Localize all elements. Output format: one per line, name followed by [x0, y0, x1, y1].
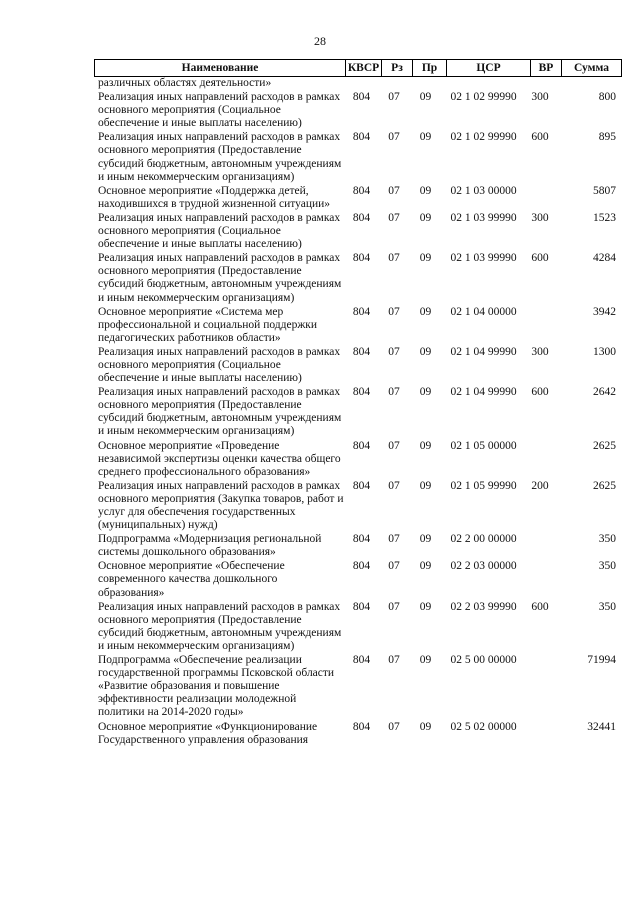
cell-name: Основное мероприятие «Обеспечение современного качества дошкольного образования»	[98, 560, 285, 599]
cell-sum: 1300	[593, 345, 616, 358]
cell-csr: 02 1 04 99990	[450, 345, 517, 358]
cell-rz: 07	[388, 131, 400, 144]
cell-kvsr: 804	[352, 560, 371, 573]
header-name: Наименование	[181, 62, 259, 74]
cell-sum: 350	[598, 560, 616, 573]
header-csr: ЦСР	[446, 60, 530, 76]
cell-rz: 07	[388, 211, 400, 224]
cell-pr: 09	[419, 439, 432, 452]
cell-name: Реализация иных направлений расходов в рамках основного мероприятия (Предоставление субсидий бюджетным, автономным учреждениям и иным некоммерческим организациям)	[98, 386, 342, 438]
cell-kvsr: 804	[352, 211, 371, 224]
table-row	[94, 386, 622, 438]
cell-name: Реализация иных направлений расходов в рамках основного мероприятия (Закупка товаров, работ и услуг для обеспечения государственных (муниципальных) нужд)	[98, 479, 344, 532]
cell-pr: 09	[419, 720, 432, 733]
cell-vr	[525, 654, 555, 719]
table-row	[94, 252, 622, 304]
header-kvsr: КВСР	[345, 60, 381, 76]
table-row	[94, 533, 622, 559]
cell-vr: 600	[531, 252, 549, 265]
cell-csr: 02 2 00 00000	[450, 533, 517, 546]
cell-pr: 09	[419, 252, 432, 265]
cell-sum: 4284	[593, 252, 616, 265]
cell-csr: 02 1 04 99990	[450, 386, 517, 399]
table-body	[94, 77, 622, 747]
cell-name: Реализация иных направлений расходов в рамках основного мероприятия (Социальное обеспечение и иные выплаты населению)	[98, 91, 341, 130]
table-row	[94, 346, 622, 385]
cell-name: Подпрограмма «Модернизация региональной системы дошкольного образования»	[98, 533, 322, 559]
cell-vr: 200	[531, 479, 549, 492]
cell-rz: 07	[388, 184, 400, 197]
cell-name: Реализация иных направлений расходов в рамках основного мероприятия (Социальное обеспечение и иные выплаты населению)	[98, 211, 341, 251]
cell-kvsr: 804	[352, 439, 371, 452]
cell-kvsr: 804	[352, 654, 371, 667]
cell-kvsr: 804	[352, 184, 371, 197]
cell-rz: 07	[388, 386, 400, 399]
cell-vr	[525, 77, 555, 90]
cell-vr: 600	[531, 600, 549, 613]
cell-csr: 02 5 00 00000	[450, 654, 517, 667]
cell-rz: 07	[388, 600, 400, 613]
table-row	[94, 185, 622, 211]
cell-sum: 2642	[593, 386, 616, 399]
cell-vr: 600	[531, 386, 549, 399]
cell-name: Реализация иных направлений расходов в рамках основного мероприятия (Предоставление субсидий бюджетным, автономным учреждениям и иным некоммерческим организациям)	[98, 252, 342, 304]
header-vr: ВР	[530, 60, 561, 76]
cell-kvsr	[344, 77, 379, 90]
table-row	[94, 91, 622, 130]
cell-vr	[525, 306, 555, 345]
cell-rz: 07	[388, 654, 400, 667]
table-row	[94, 560, 622, 599]
cell-csr: 02 2 03 00000	[450, 560, 517, 573]
table-row	[94, 721, 622, 747]
cell-pr: 09	[419, 533, 432, 546]
cell-vr: 600	[531, 131, 549, 144]
cell-pr: 09	[419, 131, 432, 144]
header-pr: Пр	[412, 60, 446, 76]
cell-rz: 07	[388, 252, 400, 265]
header-rz: Рз	[381, 60, 412, 76]
cell-kvsr: 804	[352, 600, 371, 613]
cell-name: Основное мероприятие «Поддержка детей, находившихся в трудной жизненной ситуации»	[98, 184, 331, 210]
cell-kvsr: 804	[352, 533, 371, 546]
cell-pr: 09	[419, 91, 432, 104]
cell-csr: 02 1 03 99990	[450, 211, 517, 224]
cell-pr: 09	[419, 654, 432, 667]
table-row	[94, 601, 622, 653]
cell-sum: 1523	[593, 211, 616, 224]
cell-sum	[555, 77, 622, 90]
table-row	[94, 654, 622, 719]
cell-rz: 07	[388, 305, 400, 318]
cell-vr: 300	[531, 91, 549, 104]
cell-name: Основное мероприятие «Проведение независимой экспертизы оценки качества общего среднего профессионального образования»	[98, 439, 341, 478]
table-row	[94, 306, 622, 345]
cell-kvsr: 804	[352, 252, 371, 265]
cell-name: Реализация иных направлений расходов в рамках основного мероприятия (Социальное обеспечение и иные выплаты населению)	[98, 345, 341, 385]
cell-rz: 07	[388, 479, 400, 492]
table-row	[94, 440, 622, 479]
page-number: 28	[314, 34, 326, 48]
cell-name: Реализация иных направлений расходов в рамках основного мероприятия (Предоставление субсидий бюджетным, автономным учреждениям и иным некоммерческим организациям)	[98, 131, 342, 183]
cell-rz: 07	[388, 533, 400, 546]
cell-kvsr: 804	[352, 345, 371, 358]
cell-pr: 09	[419, 305, 432, 318]
cell-csr: 02 1 02 99990	[450, 91, 517, 104]
table-row	[94, 131, 622, 183]
cell-pr: 09	[419, 560, 432, 573]
cell-sum: 2625	[593, 439, 616, 452]
cell-pr	[409, 77, 442, 90]
cell-kvsr: 804	[352, 386, 371, 399]
cell-csr: 02 2 03 99990	[450, 600, 517, 613]
cell-name: Основное мероприятие «Функционирование Государственного управления образования	[98, 720, 318, 746]
cell-sum: 3942	[593, 305, 616, 318]
cell-sum: 350	[598, 533, 616, 546]
cell-pr: 09	[419, 479, 432, 492]
cell-name: различных областях деятельности»	[98, 77, 272, 89]
table-header	[94, 59, 622, 77]
header-sum: Сумма	[561, 60, 621, 76]
cell-csr: 02 5 02 00000	[450, 720, 517, 733]
cell-vr	[525, 440, 555, 479]
budget-table	[94, 59, 622, 747]
cell-rz: 07	[388, 720, 400, 733]
cell-name: Реализация иных направлений расходов в рамках основного мероприятия (Предоставление субсидий бюджетным, автономным учреждениям и иным некоммерческим организациям)	[98, 600, 342, 652]
cell-sum: 71994	[587, 654, 616, 667]
cell-pr: 09	[419, 345, 432, 358]
table-row	[94, 480, 622, 532]
cell-vr	[525, 533, 555, 559]
cell-sum: 895	[598, 131, 616, 144]
cell-name: Основное мероприятие «Система мер профессиональной и социальной поддержки педагогических работников области»	[98, 305, 318, 344]
cell-sum: 2625	[593, 479, 616, 492]
cell-csr: 02 1 05 99990	[450, 479, 517, 492]
cell-csr	[442, 77, 525, 90]
cell-sum: 32441	[587, 720, 616, 733]
cell-pr: 09	[419, 184, 432, 197]
table-row	[94, 77, 622, 90]
cell-kvsr: 804	[352, 479, 371, 492]
cell-sum: 350	[598, 600, 616, 613]
cell-vr	[525, 185, 555, 211]
cell-sum: 800	[598, 91, 616, 104]
cell-vr	[525, 721, 555, 747]
cell-rz: 07	[388, 345, 400, 358]
cell-csr: 02 1 04 00000	[450, 305, 517, 318]
table-row	[94, 212, 622, 251]
cell-vr: 300	[531, 211, 549, 224]
cell-vr	[525, 560, 555, 599]
cell-kvsr: 804	[352, 131, 371, 144]
cell-sum: 5807	[593, 184, 616, 197]
cell-kvsr: 804	[352, 305, 371, 318]
cell-rz	[379, 77, 409, 90]
cell-rz: 07	[388, 560, 400, 573]
cell-name: Подпрограмма «Обеспечение реализации государственной программы Псковской области «Развитие образования и повышение эффективности реализации молодежной политики на 2014-2020 годы»	[98, 654, 335, 719]
cell-rz: 07	[388, 439, 400, 452]
cell-kvsr: 804	[352, 720, 371, 733]
cell-csr: 02 1 03 99990	[450, 252, 517, 265]
cell-kvsr: 804	[352, 91, 371, 104]
cell-csr: 02 1 03 00000	[450, 184, 517, 197]
cell-csr: 02 1 05 00000	[450, 439, 517, 452]
cell-csr: 02 1 02 99990	[450, 131, 517, 144]
cell-pr: 09	[419, 600, 432, 613]
cell-vr: 300	[531, 345, 549, 358]
cell-pr: 09	[419, 211, 432, 224]
cell-rz: 07	[388, 91, 400, 104]
cell-pr: 09	[419, 386, 432, 399]
